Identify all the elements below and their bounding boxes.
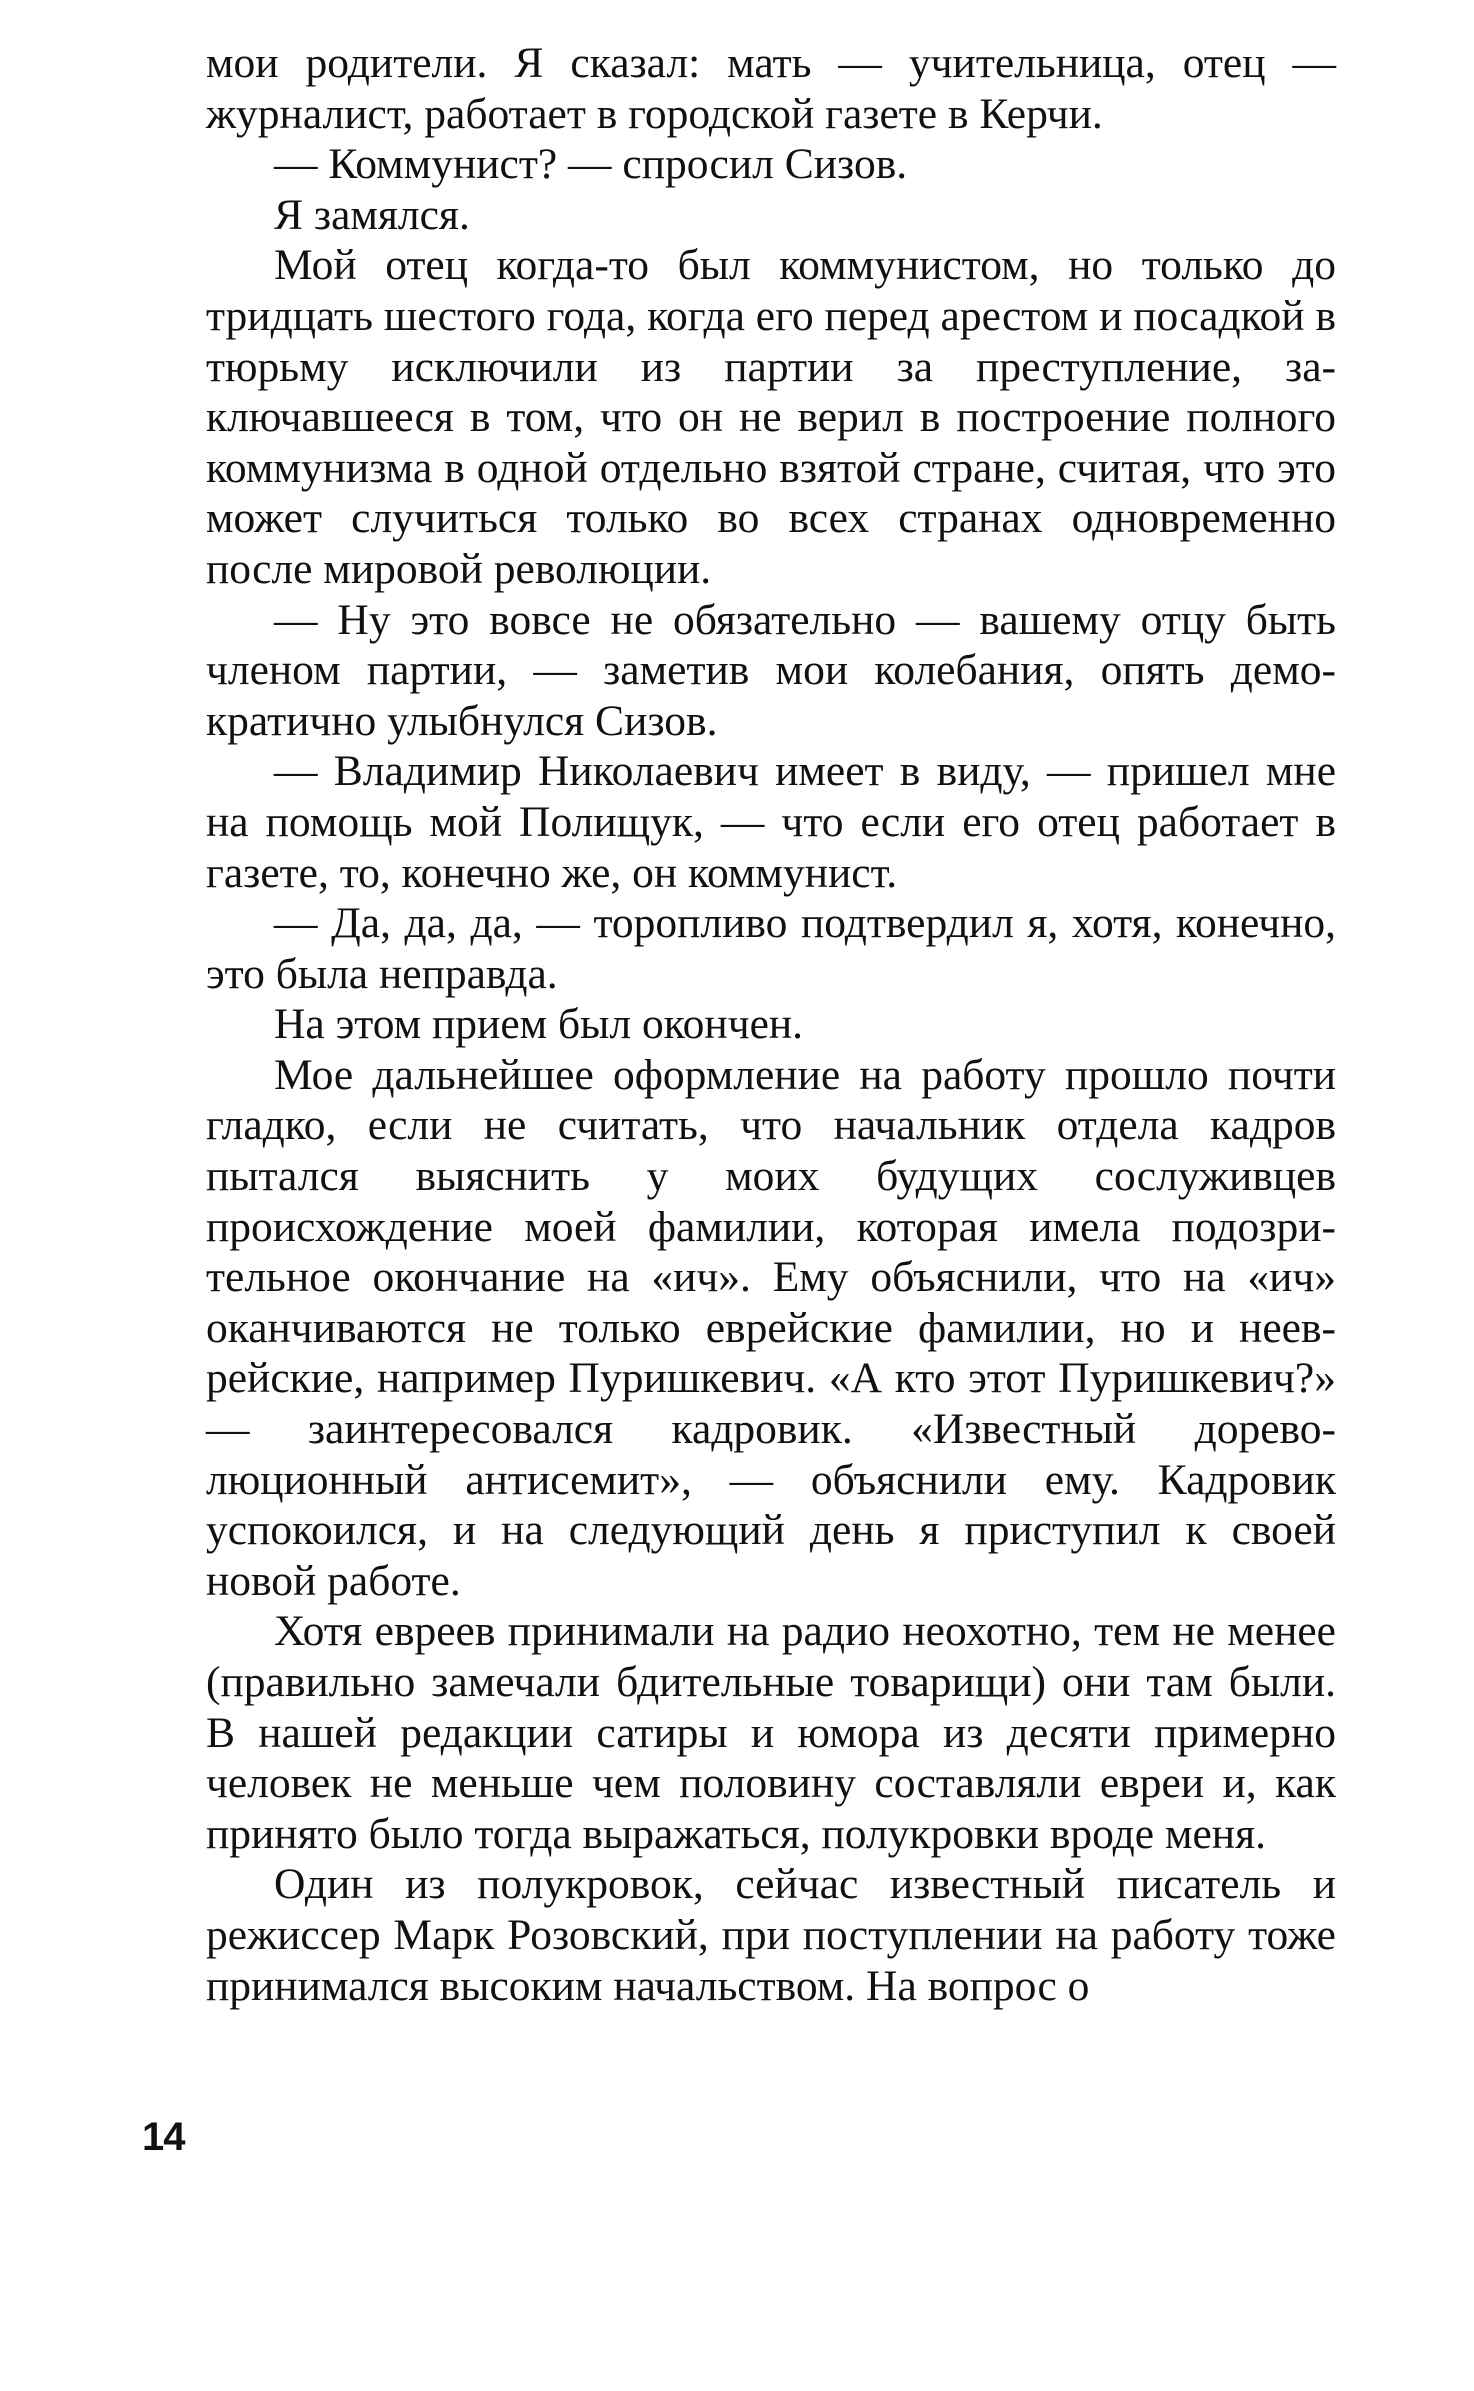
paragraph-7: — Да, да, да, — торопливо подтвердил я, хотя, конечно, это была неправда. (206, 899, 1336, 998)
paragraph-4: Мой отец когда-то был коммунистом, но только до тридцать шестого года, когда его перед арестом и посадкой в тюрьму исключили из партии за преступление, заключавшееся в том, что он не верил в построение полного коммунизма в одной отдельно взятой стране, считая, что это может случиться только во всех странах одновременно после мировой революции. (206, 241, 1336, 593)
paragraph-8: На этом прием был окончен. (274, 1000, 804, 1049)
paragraph-2: — Коммунист? — спросил Сизов. (274, 140, 908, 189)
paragraph-5: — Ну это вовсе не обязательно — вашему отцу быть членом партии, — заметив мои колебания, опять демократично улыбнулся Сизов. (206, 595, 1336, 745)
page-number: 14 (142, 2115, 185, 2159)
paragraph-1: мои родители. Я сказал: мать — учительница, отец — журналист, работает в городской газете в Керчи. (206, 39, 1336, 138)
paragraph-9: Мое дальнейшее оформление на работу прошло почти гладко, если не считать, что начальник отдела кадров пытался выяснить у моих будущих сослуживцев происхождение моей фамилии, которая имела подозрительное окончание на «ич». Ему объяснили, что на «ич» оканчиваются не только еврейские фамилии, но и нееврейские, например Пуришкевич. «А кто этот Пуришкевич?» — заинтересовался кадровик. «Известный дореволюционный антисемит», — объяснили ему. Кадровик успокоился, и на следующий день я приступил к своей новой работе. (206, 1050, 1336, 1605)
paragraph-11: Один из полукровок, сейчас известный писатель и режиссер Марк Розовский, при поступлении на работу тоже принимался высоким начальством. На вопрос о (206, 1860, 1336, 2010)
paragraph-3: Я замялся. (274, 190, 470, 239)
body-text (206, 38, 1336, 2011)
paragraph-10: Хотя евреев принимали на радио неохотно, тем не менее (правильно замечали бдительные товарищи) они там были. В нашей редакции сатиры и юмора из десяти примерно человек не меньше чем половину составляли евреи и, как принято было тогда выражаться, полукровки вроде меня. (206, 1607, 1336, 1858)
paragraph-6: — Владимир Николаевич имеет в виду, — пришел мне на помощь мой Полищук, — что если его отец работает в газете, то, конечно же, он коммунист. (206, 747, 1336, 897)
